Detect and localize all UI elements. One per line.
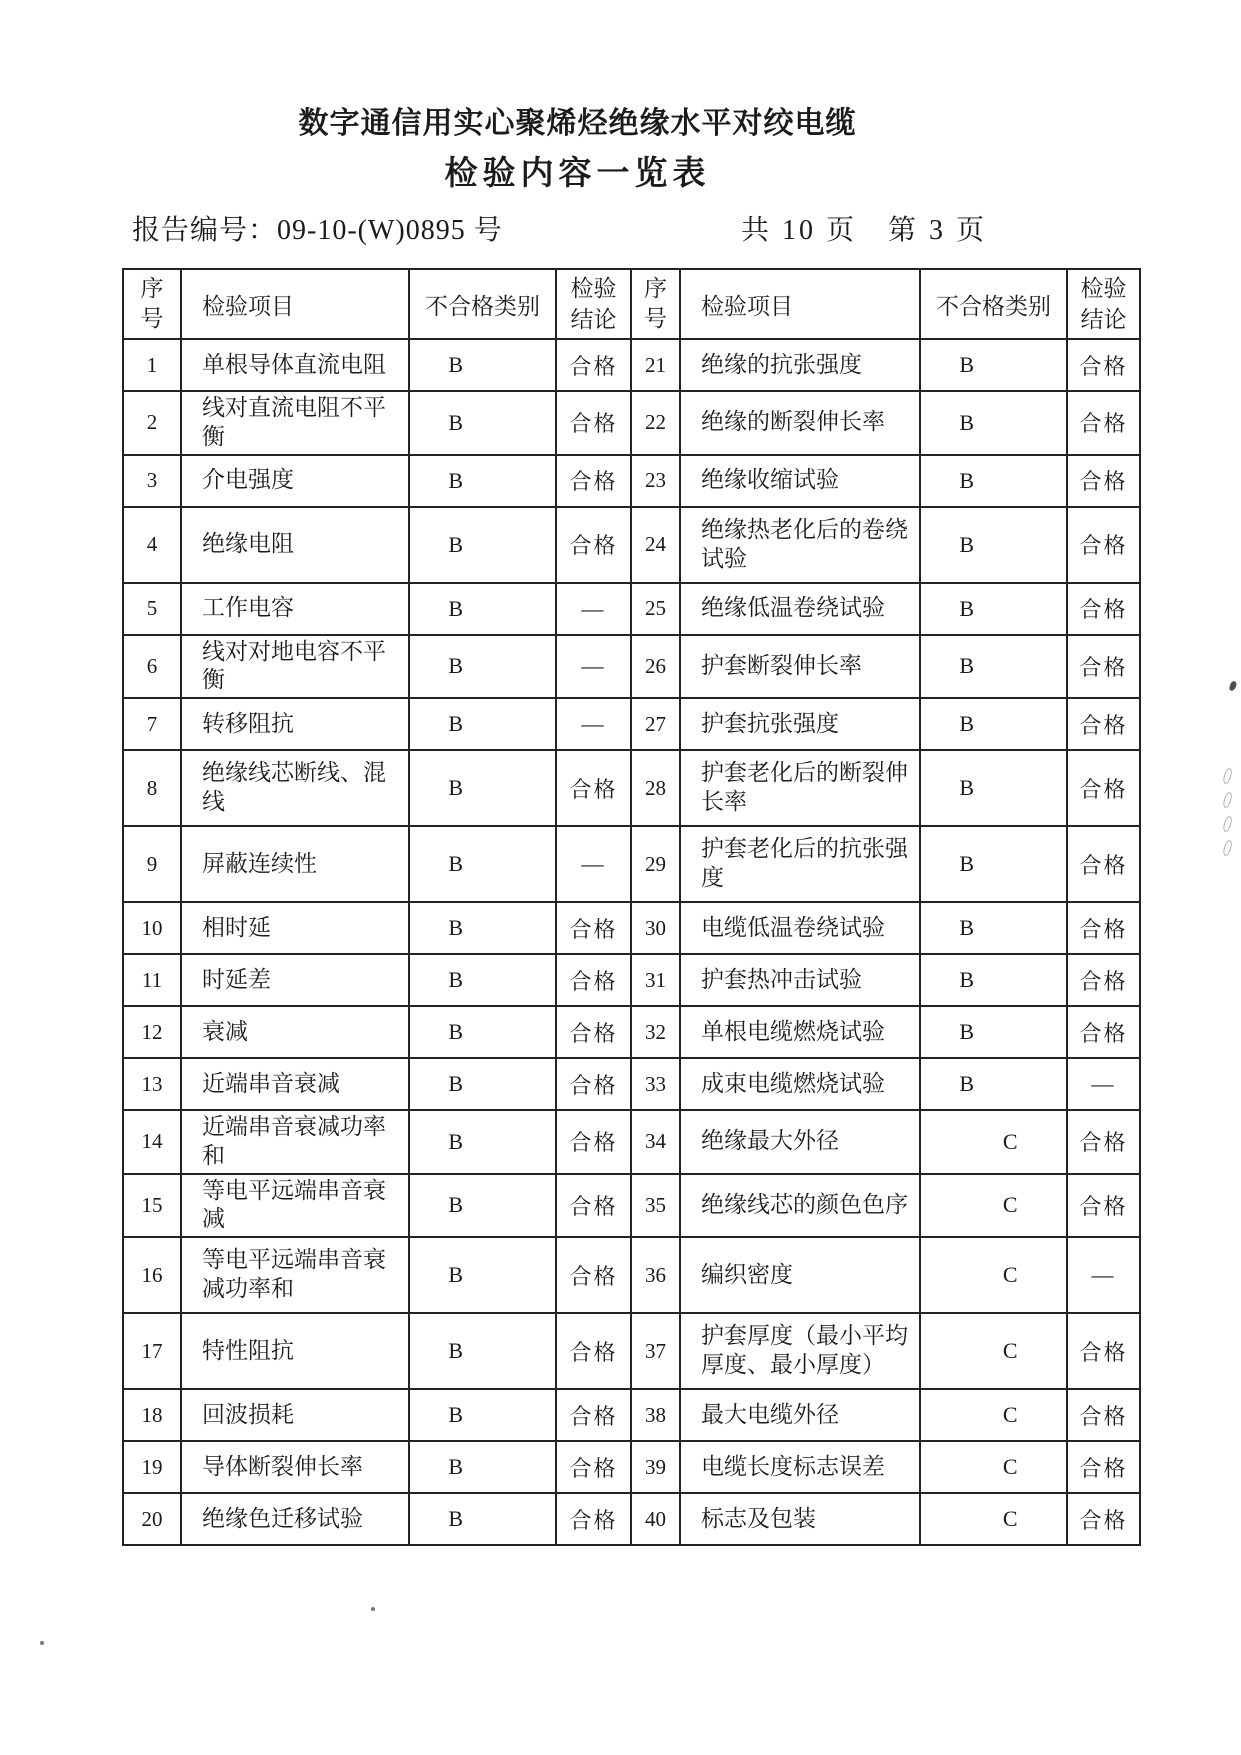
item-cell: 标志及包装: [680, 1493, 920, 1545]
category-cell: C: [920, 1110, 1067, 1174]
seq-cell: 33: [631, 1058, 680, 1110]
item-cell: 近端串音衰减功率和: [181, 1110, 409, 1174]
conclusion-cell: 合格: [1067, 391, 1140, 455]
seq-cell: 13: [123, 1058, 181, 1110]
conclusion-cell: —: [556, 583, 631, 635]
conclusion-cell: 合格: [556, 339, 631, 391]
category-cell: B: [409, 583, 556, 635]
header-category-right: 不合格类别: [920, 269, 1067, 339]
seq-cell: 28: [631, 750, 680, 826]
conclusion-cell: 合格: [556, 1313, 631, 1389]
conclusion-cell: 合格: [1067, 1174, 1140, 1238]
seq-cell: 30: [631, 902, 680, 954]
item-cell: 电缆长度标志误差: [680, 1441, 920, 1493]
category-cell: B: [920, 826, 1067, 902]
seq-cell: 32: [631, 1006, 680, 1058]
seq-cell: 12: [123, 1006, 181, 1058]
seq-cell: 38: [631, 1389, 680, 1441]
category-cell: B: [409, 339, 556, 391]
item-cell: 屏蔽连续性: [181, 826, 409, 902]
item-cell: 时延差: [181, 954, 409, 1006]
document-header: [69, 100, 1086, 200]
category-cell: B: [920, 698, 1067, 750]
category-cell: B: [920, 750, 1067, 826]
conclusion-cell: 合格: [1067, 954, 1140, 1006]
table-row: [123, 1174, 1140, 1238]
conclusion-cell: 合格: [1067, 1493, 1140, 1545]
item-cell: 绝缘色迁移试验: [181, 1493, 409, 1545]
seq-cell: 23: [631, 455, 680, 507]
seq-cell: 39: [631, 1441, 680, 1493]
seq-cell: 20: [123, 1493, 181, 1545]
table-row: [123, 902, 1140, 954]
category-cell: B: [920, 507, 1067, 583]
seq-cell: 7: [123, 698, 181, 750]
seq-cell: 34: [631, 1110, 680, 1174]
item-cell: 衰减: [181, 1006, 409, 1058]
table-row: [123, 954, 1140, 1006]
item-cell: 线对直流电阻不平衡: [181, 391, 409, 455]
scan-artifact-ink-blob: [1228, 680, 1237, 691]
seq-cell: 11: [123, 954, 181, 1006]
item-cell: 近端串音衰减: [181, 1058, 409, 1110]
header-category-left: 不合格类别: [409, 269, 556, 339]
table-row: [123, 1006, 1140, 1058]
category-cell: B: [409, 507, 556, 583]
item-cell: 护套老化后的断裂伸长率: [680, 750, 920, 826]
conclusion-cell: —: [556, 698, 631, 750]
conclusion-cell: 合格: [1067, 1110, 1140, 1174]
conclusion-cell: 合格: [556, 507, 631, 583]
conclusion-cell: 合格: [1067, 339, 1140, 391]
conclusion-cell: 合格: [556, 1237, 631, 1313]
scan-artifact-speck: [40, 1641, 44, 1645]
item-cell: 护套厚度（最小平均厚度、最小厚度）: [680, 1313, 920, 1389]
seq-cell: 18: [123, 1389, 181, 1441]
category-cell: B: [409, 635, 556, 699]
conclusion-cell: 合格: [556, 1110, 631, 1174]
table-row: [123, 507, 1140, 583]
category-cell: B: [920, 954, 1067, 1006]
seq-cell: 36: [631, 1237, 680, 1313]
category-cell: B: [409, 698, 556, 750]
item-cell: 绝缘线芯断线、混线: [181, 750, 409, 826]
category-cell: B: [409, 455, 556, 507]
header-item-left: 检验项目: [181, 269, 409, 339]
seq-cell: 9: [123, 826, 181, 902]
seq-cell: 26: [631, 635, 680, 699]
seq-cell: 17: [123, 1313, 181, 1389]
table-row: [123, 1110, 1140, 1174]
seq-cell: 37: [631, 1313, 680, 1389]
category-cell: B: [920, 635, 1067, 699]
item-cell: 回波损耗: [181, 1389, 409, 1441]
conclusion-cell: 合格: [1067, 507, 1140, 583]
conclusion-cell: 合格: [1067, 902, 1140, 954]
item-cell: 绝缘收缩试验: [680, 455, 920, 507]
conclusion-cell: 合格: [1067, 635, 1140, 699]
conclusion-cell: 合格: [556, 954, 631, 1006]
conclusion-cell: —: [556, 635, 631, 699]
category-cell: B: [920, 1006, 1067, 1058]
item-cell: 介电强度: [181, 455, 409, 507]
item-cell: 绝缘的抗张强度: [680, 339, 920, 391]
category-cell: B: [409, 1110, 556, 1174]
item-cell: 导体断裂伸长率: [181, 1441, 409, 1493]
category-cell: C: [920, 1237, 1067, 1313]
category-cell: B: [920, 391, 1067, 455]
item-cell: 单根导体直流电阻: [181, 339, 409, 391]
item-cell: 等电平远端串音衰减: [181, 1174, 409, 1238]
table-row: [123, 698, 1140, 750]
item-cell: 护套断裂伸长率: [680, 635, 920, 699]
seq-cell: 5: [123, 583, 181, 635]
item-cell: 相时延: [181, 902, 409, 954]
conclusion-cell: —: [1067, 1058, 1140, 1110]
item-cell: 单根电缆燃烧试验: [680, 1006, 920, 1058]
conclusion-cell: 合格: [556, 391, 631, 455]
seq-cell: 2: [123, 391, 181, 455]
report-number: 报告编号：09-10-(W)0895 号: [132, 215, 503, 246]
category-cell: C: [920, 1493, 1067, 1545]
scan-artifact-margin-marks: [1224, 760, 1234, 910]
category-cell: B: [409, 1441, 556, 1493]
category-cell: C: [920, 1174, 1067, 1238]
category-cell: B: [409, 1006, 556, 1058]
seq-cell: 15: [123, 1174, 181, 1238]
page-title: 数字通信用实心聚烯烃绝缘水平对绞电缆: [298, 107, 857, 140]
header-conclusion-right: 检验结论: [1067, 269, 1140, 339]
category-cell: B: [409, 902, 556, 954]
header-item-right: 检验项目: [680, 269, 920, 339]
conclusion-cell: 合格: [556, 1174, 631, 1238]
category-cell: B: [409, 750, 556, 826]
seq-cell: 10: [123, 902, 181, 954]
page-subtitle: 检验内容一览表: [444, 156, 711, 192]
item-cell: 转移阻抗: [181, 698, 409, 750]
conclusion-cell: 合格: [556, 1441, 631, 1493]
conclusion-cell: 合格: [1067, 750, 1140, 826]
category-cell: B: [409, 1237, 556, 1313]
header-seq-right: 序号: [631, 269, 680, 339]
item-cell: 绝缘低温卷绕试验: [680, 583, 920, 635]
table-row: [123, 1237, 1140, 1313]
conclusion-cell: 合格: [1067, 1441, 1140, 1493]
category-cell: B: [409, 1389, 556, 1441]
table-row: [123, 339, 1140, 391]
table-row: [123, 1389, 1140, 1441]
conclusion-cell: 合格: [1067, 826, 1140, 902]
seq-cell: 35: [631, 1174, 680, 1238]
conclusion-cell: 合格: [556, 902, 631, 954]
table-row: [123, 1441, 1140, 1493]
category-cell: B: [409, 391, 556, 455]
page-indicator: 共 10 页 第 3 页: [740, 215, 987, 246]
category-cell: C: [920, 1389, 1067, 1441]
inspection-table: [122, 268, 1141, 1546]
table-row: [123, 391, 1140, 455]
conclusion-cell: 合格: [556, 455, 631, 507]
seq-cell: 8: [123, 750, 181, 826]
table-row: [123, 1058, 1140, 1110]
item-cell: 绝缘电阻: [181, 507, 409, 583]
item-cell: 等电平远端串音衰减功率和: [181, 1237, 409, 1313]
seq-cell: 22: [631, 391, 680, 455]
conclusion-cell: 合格: [1067, 1006, 1140, 1058]
table-header-row: [123, 269, 1140, 339]
header-conclusion-left: 检验结论: [556, 269, 631, 339]
conclusion-cell: 合格: [556, 1006, 631, 1058]
conclusion-cell: 合格: [556, 1389, 631, 1441]
category-cell: B: [920, 339, 1067, 391]
item-cell: 电缆低温卷绕试验: [680, 902, 920, 954]
item-cell: 工作电容: [181, 583, 409, 635]
item-cell: 护套热冲击试验: [680, 954, 920, 1006]
conclusion-cell: 合格: [1067, 698, 1140, 750]
table-row: [123, 826, 1140, 902]
seq-cell: 14: [123, 1110, 181, 1174]
item-cell: 护套老化后的抗张强度: [680, 826, 920, 902]
category-cell: B: [409, 1493, 556, 1545]
scan-artifact-speck: [371, 1607, 375, 1611]
item-cell: 护套抗张强度: [680, 698, 920, 750]
table-row: [123, 1313, 1140, 1389]
seq-cell: 21: [631, 339, 680, 391]
seq-cell: 27: [631, 698, 680, 750]
seq-cell: 25: [631, 583, 680, 635]
conclusion-cell: 合格: [1067, 583, 1140, 635]
conclusion-cell: —: [1067, 1237, 1140, 1313]
conclusion-cell: —: [556, 826, 631, 902]
seq-cell: 3: [123, 455, 181, 507]
seq-cell: 24: [631, 507, 680, 583]
conclusion-cell: 合格: [1067, 1313, 1140, 1389]
table-row: [123, 455, 1140, 507]
conclusion-cell: 合格: [1067, 455, 1140, 507]
conclusion-cell: 合格: [556, 1493, 631, 1545]
category-cell: B: [920, 583, 1067, 635]
seq-cell: 16: [123, 1237, 181, 1313]
conclusion-cell: 合格: [1067, 1389, 1140, 1441]
table-row: [123, 583, 1140, 635]
item-cell: 特性阻抗: [181, 1313, 409, 1389]
item-cell: 绝缘最大外径: [680, 1110, 920, 1174]
category-cell: B: [920, 902, 1067, 954]
category-cell: B: [409, 826, 556, 902]
category-cell: C: [920, 1313, 1067, 1389]
item-cell: 绝缘热老化后的卷绕试验: [680, 507, 920, 583]
table-row: [123, 1493, 1140, 1545]
seq-cell: 31: [631, 954, 680, 1006]
seq-cell: 1: [123, 339, 181, 391]
seq-cell: 6: [123, 635, 181, 699]
table-row: [123, 750, 1140, 826]
seq-cell: 19: [123, 1441, 181, 1493]
seq-cell: 40: [631, 1493, 680, 1545]
header-seq-left: 序号: [123, 269, 181, 339]
item-cell: 线对对地电容不平衡: [181, 635, 409, 699]
category-cell: C: [920, 1441, 1067, 1493]
conclusion-cell: 合格: [556, 750, 631, 826]
seq-cell: 4: [123, 507, 181, 583]
report-meta-line: [132, 208, 1139, 248]
item-cell: 最大电缆外径: [680, 1389, 920, 1441]
conclusion-cell: 合格: [556, 1058, 631, 1110]
category-cell: B: [409, 954, 556, 1006]
item-cell: 绝缘的断裂伸长率: [680, 391, 920, 455]
seq-cell: 29: [631, 826, 680, 902]
category-cell: B: [409, 1313, 556, 1389]
table-row: [123, 635, 1140, 699]
item-cell: 绝缘线芯的颜色色序: [680, 1174, 920, 1238]
item-cell: 成束电缆燃烧试验: [680, 1058, 920, 1110]
category-cell: B: [920, 1058, 1067, 1110]
category-cell: B: [920, 455, 1067, 507]
category-cell: B: [409, 1174, 556, 1238]
category-cell: B: [409, 1058, 556, 1110]
item-cell: 编织密度: [680, 1237, 920, 1313]
